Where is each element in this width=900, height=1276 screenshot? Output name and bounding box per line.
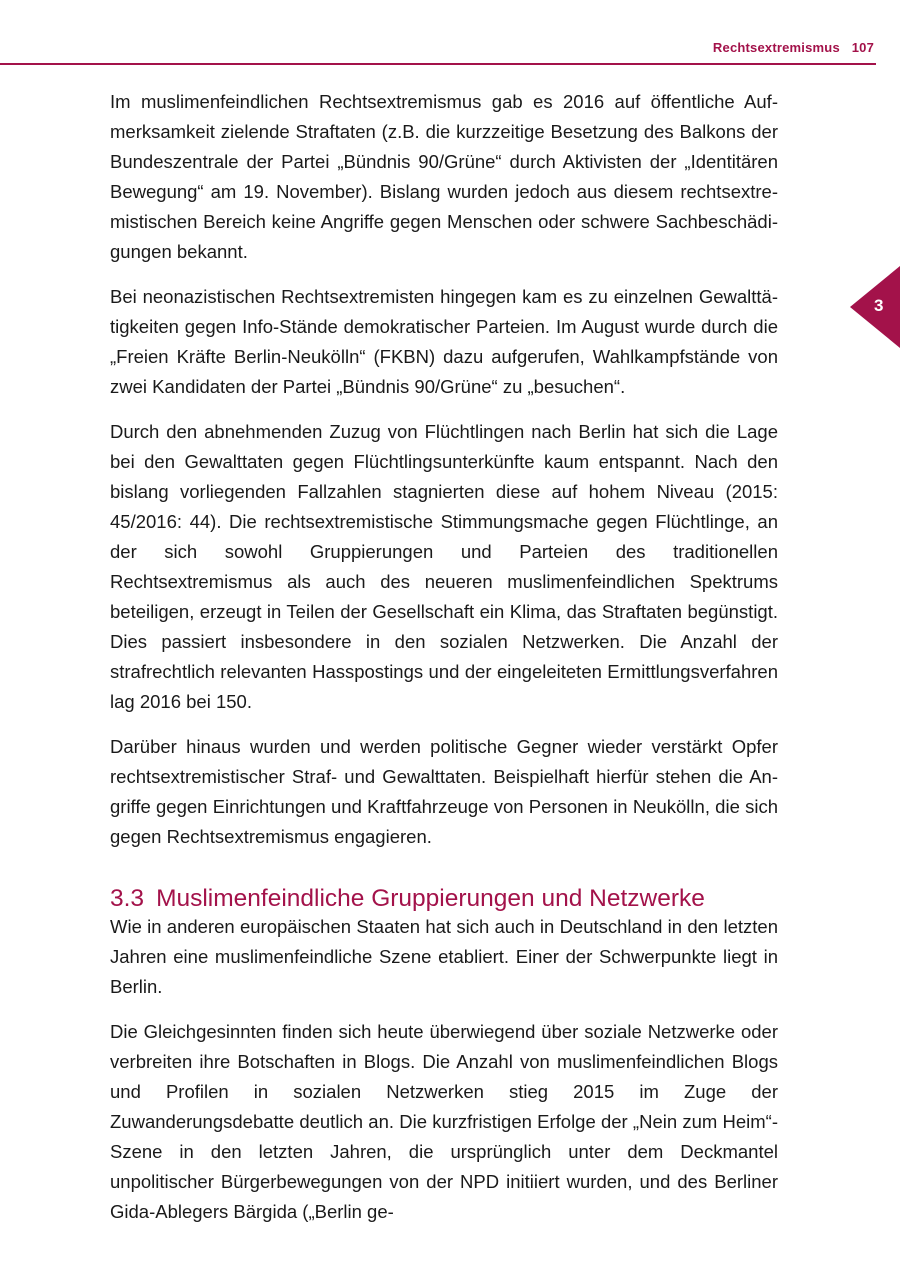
header-rule <box>0 63 876 65</box>
paragraph: Bei neonazistischen Rechtsextremisten hingegen kam es zu einzelnen Gewalttätigkeiten gegen Info-Stände demokratischer Parteien. Im August wurde durch die „Freien Kräfte Berlin-Neukölln“ (FKBN) dazu aufgerufen, Wahlkampfstände von zwei Kandidaten der Partei „Bündnis 90/Grüne“ zu „besuchen“. <box>110 286 778 397</box>
body-text <box>110 87 778 1242</box>
paragraph: Die Gleichgesinnten finden sich heute überwiegend über soziale Netzwerke oder verbreiten ihre Botschaften in Blogs. Die Anzahl von muslimenfeindlichen Blogs und Profilen in sozialen Netzwerken stieg 2015 im Zuge der Zuwanderungsdebatte deutlich an. Die kurzfristigen Erfolge der „Nein zum Heim“-Szene in den letzten Jahren, die ursprünglich unter dem Deckmantel unpolitischer Bürgerbewegungen von der NPD initiiert wurden, und des Berliner Gida-Ablegers Bärgida („Berlin ge- <box>110 1021 778 1222</box>
running-header <box>713 40 874 55</box>
section-title: Muslimenfeindliche Gruppierungen und Netzwerke <box>156 885 705 912</box>
running-title: Rechtsextremismus <box>712 40 840 55</box>
paragraph: Wie in anderen europäischen Staaten hat sich auch in Deutschland in den letzten Jahren eine muslimenfeindliche Szene etabliert. Einer der Schwerpunkte liegt in Berlin. <box>110 916 778 997</box>
paragraph: Durch den abnehmenden Zuzug von Flüchtlingen nach Berlin hat sich die Lage bei den Gewalttaten gegen Flüchtlingsunterkünfte kaum entspannt. Nach den bislang vorliegenden Fallzahlen stagnierten diese auf hohem Niveau (2015: 45/2016: 44). Die rechtsextremistische Stimmungsmache gegen Flüchtlinge, an der sich sowohl Gruppierungen und Parteien des traditionellen Rechtsextremismus als auch des neueren muslimenfeindlichen Spektrums beteiligen, erzeugt in Teilen der Gesellschaft ein Klima, das Straftaten begünstigt. Dies passiert insbesondere in den sozialen Netzwerken. Die Anzahl der strafrechtlich relevanten Hasspostings und der eingeleiteten Ermittlungsverfahren lag 2016 bei 150. <box>110 421 778 712</box>
section-number: 3.3 <box>110 885 145 912</box>
section-heading <box>110 883 778 915</box>
paragraph: Im muslimenfeindlichen Rechtsextremismus gab es 2016 auf öffentliche Aufmerksamkeit zielende Straftaten (z.B. die kurzzeitige Besetzung des Balkons der Bundeszentrale der Partei „Bündnis 90/Grüne“ durch Aktivisten der „Identitären Bewegung“ am 19. November). Bislang wurden jedoch aus diesem rechtsextremistischen Bereich keine Angriffe gegen Menschen oder schwere Sachbeschädigungen bekannt. <box>110 91 778 262</box>
chapter-tab <box>850 266 900 348</box>
paragraph: Darüber hinaus wurden und werden politische Gegner wieder verstärkt Opfer rechtsextremistischer Straf- und Gewalttaten. Beispielhaft hierfür stehen die Angriffe gegen Einrichtungen und Kraftfahrzeuge von Personen in Neukölln, die sich gegen Rechtsextremismus engagieren. <box>110 736 778 847</box>
chapter-tab-label: 3 <box>874 296 884 315</box>
page-number: 107 <box>851 40 874 55</box>
